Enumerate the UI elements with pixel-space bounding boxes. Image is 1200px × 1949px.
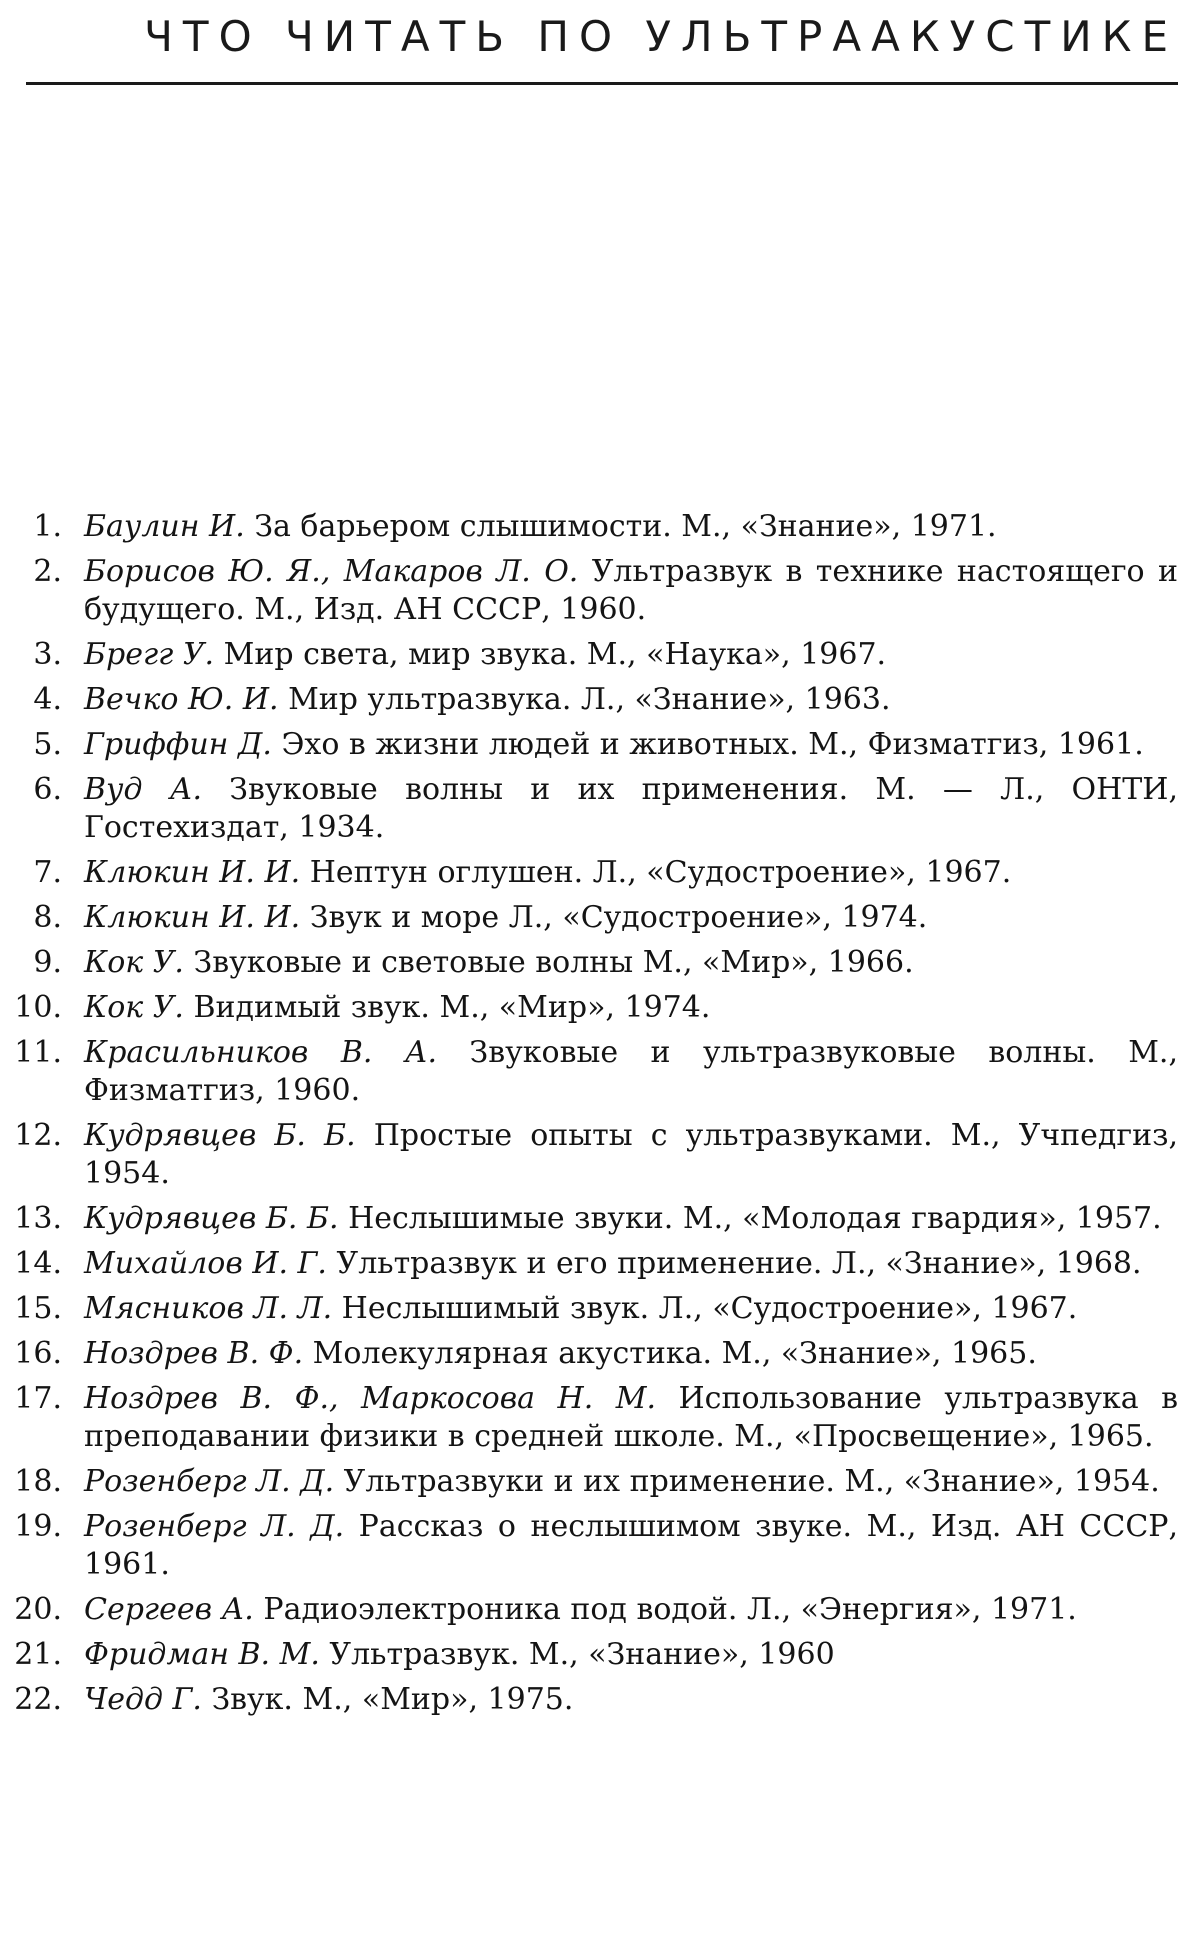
item-number: 7. (33, 855, 62, 890)
item-author: Вечко Ю. И. (84, 682, 279, 717)
item-number: 1. (33, 509, 62, 544)
bibliography-item (0, 553, 1200, 629)
item-author: Чедд Г. (84, 1682, 202, 1717)
page-header (0, 0, 1200, 100)
item-number: 2. (33, 554, 62, 589)
item-text: За барьером слышимости. М., «Знание», 1971. (254, 509, 997, 544)
item-text: Ультразвук. М., «Знание», 1960 (329, 1637, 835, 1672)
item-number: 16. (14, 1336, 62, 1371)
bibliography-item (0, 899, 1200, 937)
item-text: Ультразвуки и их применение. М., «Знание», 1954. (343, 1464, 1160, 1499)
page-title: ЧТО ЧИТАТЬ ПО УЛЬТРААКУСТИКЕ (144, 12, 1178, 61)
item-text: Мир ультразвука. Л., «Знание», 1963. (288, 682, 891, 717)
bibliography-item (0, 1335, 1200, 1373)
bibliography-item (0, 1591, 1200, 1629)
item-text: Использование ультразвука в преподавании физики в средней школе. М., «Просвещение», 1965. (84, 1381, 1178, 1454)
item-author: Борисов Ю. Я., Макаров Л. О. (84, 554, 579, 589)
item-author: Розенберг Л. Д. (84, 1464, 335, 1499)
bibliography-item (0, 1681, 1200, 1719)
item-author: Ноздрев В. Ф. (84, 1336, 304, 1371)
bibliography-item (0, 726, 1200, 764)
item-text: Звук. М., «Мир», 1975. (211, 1682, 574, 1717)
bibliography-item (0, 854, 1200, 892)
item-number: 11. (14, 1035, 62, 1070)
item-text: Молекулярная акустика. М., «Знание», 1965. (312, 1336, 1037, 1371)
item-author: Красильников В. А. (84, 1035, 438, 1070)
bibliography-item (0, 1636, 1200, 1674)
item-number: 12. (14, 1118, 62, 1153)
item-author: Вуд А. (84, 772, 202, 807)
item-number: 14. (14, 1246, 62, 1281)
item-text: Звуковые и световые волны М., «Мир», 1966. (193, 945, 914, 980)
item-author: Фридман В. М. (84, 1637, 320, 1672)
item-text: Ультразвук и его применение. Л., «Знание», 1968. (336, 1246, 1142, 1281)
item-author: Кудрявцев Б. Б. (84, 1201, 339, 1236)
item-text: Неслышимый звук. Л., «Судостроение», 1967. (341, 1291, 1078, 1326)
bibliography-item (0, 989, 1200, 1027)
item-text: Радиоэлектроника под водой. Л., «Энергия», 1971. (263, 1592, 1077, 1627)
item-text: Видимый звук. М., «Мир», 1974. (193, 990, 711, 1025)
bibliography-item (0, 1200, 1200, 1238)
bibliography-item (0, 1290, 1200, 1328)
item-author: Розенберг Л. Д. (84, 1509, 345, 1544)
bibliography-item (0, 1380, 1200, 1456)
bibliography-item (0, 1034, 1200, 1110)
bibliography-item (0, 1463, 1200, 1501)
bibliography-item (0, 944, 1200, 982)
item-author: Кудрявцев Б. Б. (84, 1118, 356, 1153)
item-author: Сергеев А. (84, 1592, 254, 1627)
item-text: Простые опыты с ультразвуками. М., Учпедгиз, 1954. (84, 1118, 1178, 1191)
item-number: 8. (33, 900, 62, 935)
bibliography-item (0, 771, 1200, 847)
bibliography-item (0, 1245, 1200, 1283)
item-number: 15. (14, 1291, 62, 1326)
item-author: Брегг У. (84, 637, 215, 672)
item-number: 21. (14, 1637, 62, 1672)
item-author: Михайлов И. Г. (84, 1246, 327, 1281)
item-number: 17. (14, 1381, 62, 1416)
item-author: Баулин И. (84, 509, 245, 544)
item-author: Клюкин И. И. (84, 900, 301, 935)
item-author: Кок У. (84, 990, 184, 1025)
item-text: Нептун оглушен. Л., «Судостроение», 1967. (309, 855, 1012, 890)
item-author: Ноздрев В. Ф., Маркосова Н. М. (84, 1381, 656, 1416)
item-text: Неслышимые звуки. М., «Молодая гвардия», 1957. (348, 1201, 1162, 1236)
item-author: Кок У. (84, 945, 184, 980)
item-text: Ультразвук в технике настоящего и будущего. М., Изд. АН СССР, 1960. (84, 554, 1178, 627)
item-number: 13. (14, 1201, 62, 1236)
item-author: Гриффин Д. (84, 727, 272, 762)
item-number: 22. (14, 1682, 62, 1717)
item-number: 19. (14, 1509, 62, 1544)
item-number: 3. (33, 637, 62, 672)
item-text: Мир света, мир звука. М., «Наука», 1967. (223, 637, 887, 672)
bibliography-item (0, 1117, 1200, 1193)
item-number: 9. (33, 945, 62, 980)
item-number: 6. (33, 772, 62, 807)
header-rule (26, 82, 1178, 85)
item-author: Мясников Л. Л. (84, 1291, 333, 1326)
item-text: Звуковые волны и их применения. М. — Л., ОНТИ, Гостехиздат, 1934. (84, 772, 1178, 845)
item-text: Эхо в жизни людей и животных. М., Физматгиз, 1961. (281, 727, 1144, 762)
item-text: Рассказ о неслышимом звуке. М., Изд. АН СССР, 1961. (84, 1509, 1178, 1582)
bibliography-list (0, 508, 1200, 1726)
bibliography-item (0, 636, 1200, 674)
item-text: Звук и море Л., «Судостроение», 1974. (309, 900, 928, 935)
item-author: Клюкин И. И. (84, 855, 301, 890)
item-text: Звуковые и ультразвуковые волны. М., Физматгиз, 1960. (84, 1035, 1178, 1108)
item-number: 10. (14, 990, 62, 1025)
item-number: 18. (14, 1464, 62, 1499)
bibliography-item (0, 1508, 1200, 1584)
bibliography-item (0, 508, 1200, 546)
item-number: 20. (14, 1592, 62, 1627)
item-number: 5. (33, 727, 62, 762)
item-number: 4. (33, 682, 62, 717)
bibliography-item (0, 681, 1200, 719)
